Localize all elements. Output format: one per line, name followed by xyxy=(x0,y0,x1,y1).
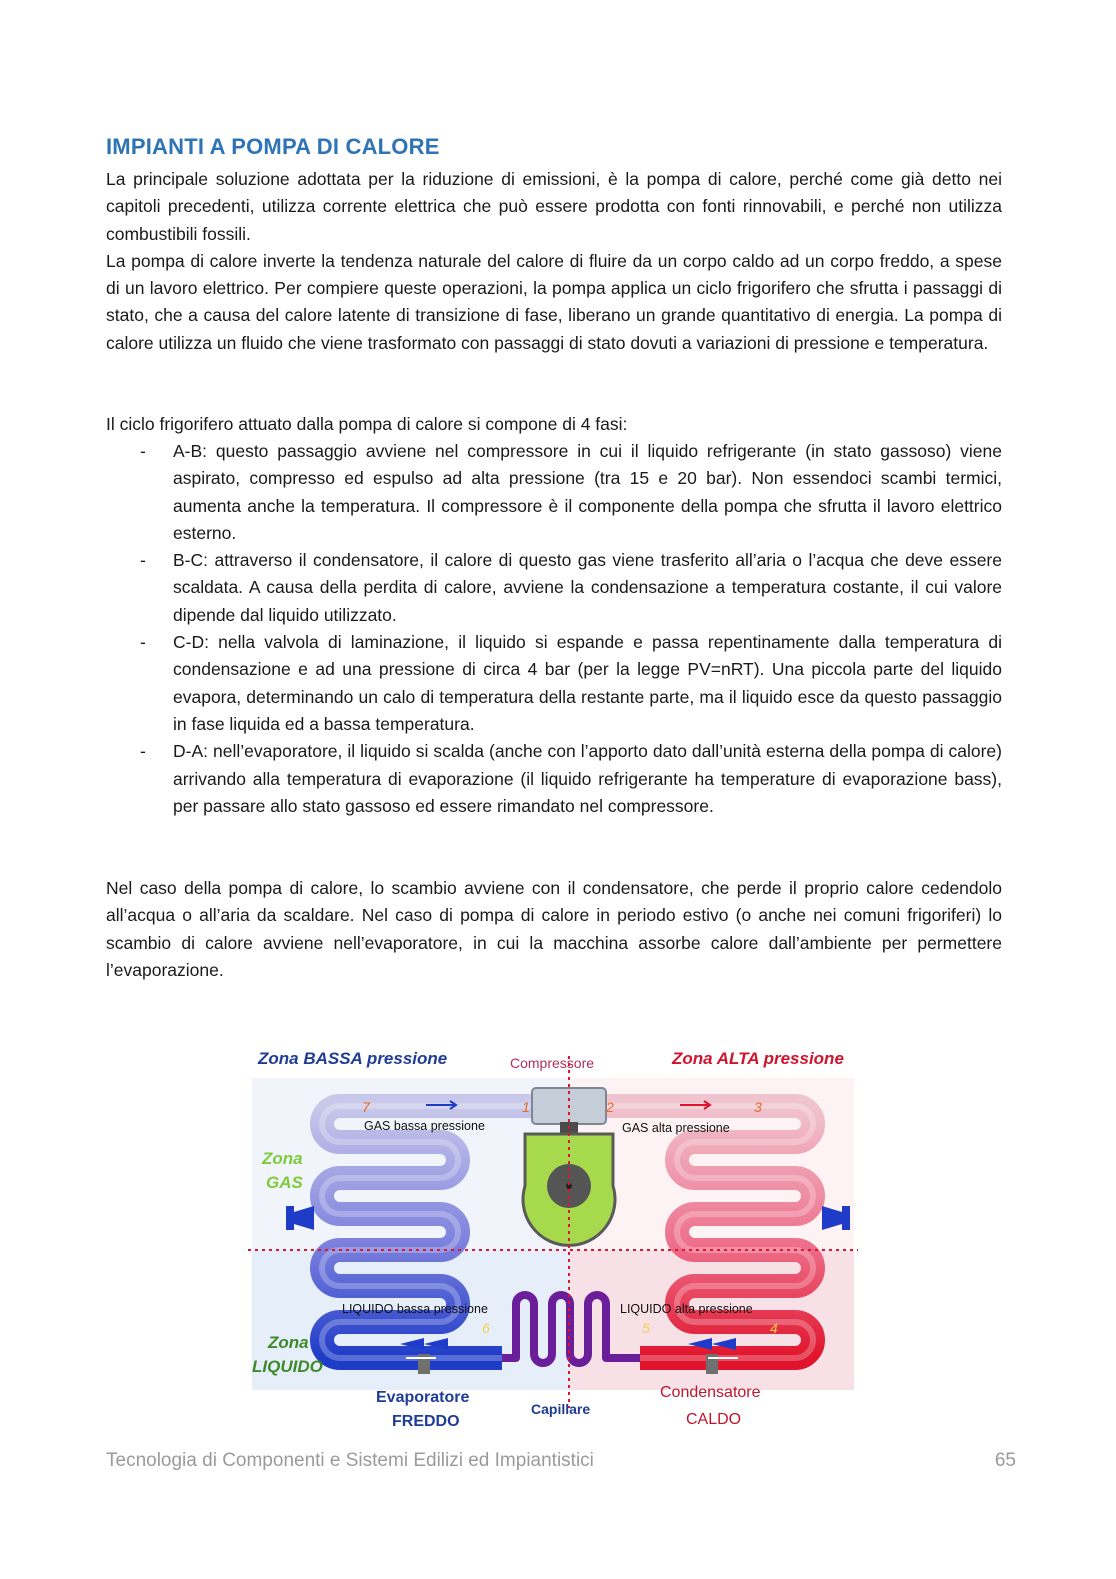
zone-liquid-label-1: Zona xyxy=(268,1333,309,1352)
section-title: IMPIANTI A POMPA DI CALORE xyxy=(106,134,440,159)
intro-paragraph xyxy=(106,166,1002,357)
page-number: 65 xyxy=(994,1450,1016,1471)
point-3: 3 xyxy=(754,1099,762,1115)
list-item: - B-C: attraverso il condensatore, il calore di questo gas viene trasferito all’aria o l’acqua che deve essere scaldata. A causa della perdita di calore, avviene la condensazione a temperatura costante, il cui valore dipende dal liquido utilizzato. xyxy=(140,550,1002,625)
zone-high-label: Zona ALTA pressione xyxy=(672,1049,844,1068)
zone-liquid-label-2: LIQUIDO xyxy=(252,1357,323,1376)
zone-gas-label-1: Zona xyxy=(262,1149,303,1168)
point-5: 5 xyxy=(642,1320,650,1336)
condenser-label: Condensatore xyxy=(660,1384,761,1401)
point-4: 4 xyxy=(770,1320,778,1336)
liquid-low-label: LIQUIDO bassa pressione xyxy=(342,1302,488,1316)
hot-label: CALDO xyxy=(686,1411,742,1428)
phase-list xyxy=(106,438,1002,820)
capillary-label: Capillare xyxy=(531,1401,591,1417)
list-item: - D-A: nell’evaporatore, il liquido si scalda (anche con l’apporto dato dall’unità esterna della pompa di calore) arrivando alla temperatura di evaporazione (il liquido refrigerante ha temperature di evaporazione bass), per passare allo stato gassoso ed essere rimandato nel compressore. xyxy=(140,741,1002,816)
gas-high-label: GAS alta pressione xyxy=(622,1121,730,1135)
liquid-high-label: LIQUIDO alta pressione xyxy=(620,1302,753,1316)
heat-pump-diagram xyxy=(240,1036,870,1436)
list-item: - A-B: questo passaggio avviene nel compressore in cui il liquido refrigerante (in stato gassoso) viene aspirato, compresso ed espulso ad alta pressione (tra 15 e 20 bar). Non essendoci scambi termici, aumenta anche la temperatura. Il compressore è il componente della pompa che sfrutta il lavoro elettrico esterno. xyxy=(140,441,1002,543)
point-6: 6 xyxy=(482,1320,490,1336)
point-2: 2 xyxy=(606,1099,614,1115)
intro-paragraph-b: La pompa di calore inverte la tendenza naturale del calore di fluire da un corpo caldo ad un corpo freddo, a spese di un lavoro elettrico. Per compiere queste operazioni, la pompa applica un ciclo frigorifero che sfrutta i passaggi di stato, che a causa del calore latente di transizione di fase, liberano un grande quantitativo di energia. La pompa di calore utilizza un fluido che viene trasformato con passaggi di stato dovuti a variazioni di pressione e temperatura. xyxy=(106,250,1002,353)
cold-label: FREDDO xyxy=(392,1413,460,1430)
compressor-label: Compressore xyxy=(510,1055,595,1071)
gas-low-label: GAS bassa pressione xyxy=(364,1119,485,1133)
closing-paragraph: Nel caso della pompa di calore, lo scambio avviene con il condensatore, che perde il proprio calore cedendolo all’acqua o all’aria da scaldare. Nel caso di pompa di calore in periodo estivo (o anche nei comuni frigoriferi) lo scambio di calore avviene nell’evaporatore, in cui la macchina assorbe calore dall’ambiente per permettere l’evaporazione. xyxy=(106,878,1002,980)
intro-paragraph-a: La principale soluzione adottata per la riduzione di emissioni, è la pompa di calore, perché come già detto nei capitoli precedenti, utilizza corrente elettrica che può essere prodotta con fonti rinnovabili, e perché non utilizza combustibili fossili. xyxy=(106,169,1002,244)
point-1: 1 xyxy=(522,1099,530,1115)
cycle-intro: Il ciclo frigorifero attuato dalla pompa di calore si compone di 4 fasi: xyxy=(106,414,628,434)
point-7: 7 xyxy=(362,1099,370,1115)
list-item: - C-D: nella valvola di laminazione, il liquido si espande e passa repentinamente dalla temperatura di condensazione e ad una pressione di circa 4 bar (per la legge PV=nRT). Una piccola parte del liquido evapora, determinando un calo di temperatura della restante parte, ma il liquido esce da questo passaggio in fase liquida ed a bassa temperatura. xyxy=(140,632,1002,734)
footer-text: Tecnologia di Componenti e Sistemi Edilizi ed Impiantistici xyxy=(106,1450,594,1471)
zone-low-label: Zona BASSA pressione xyxy=(258,1049,448,1068)
zone-gas-label-2: GAS xyxy=(266,1173,303,1192)
evaporator-label: Evaporatore xyxy=(376,1389,470,1406)
